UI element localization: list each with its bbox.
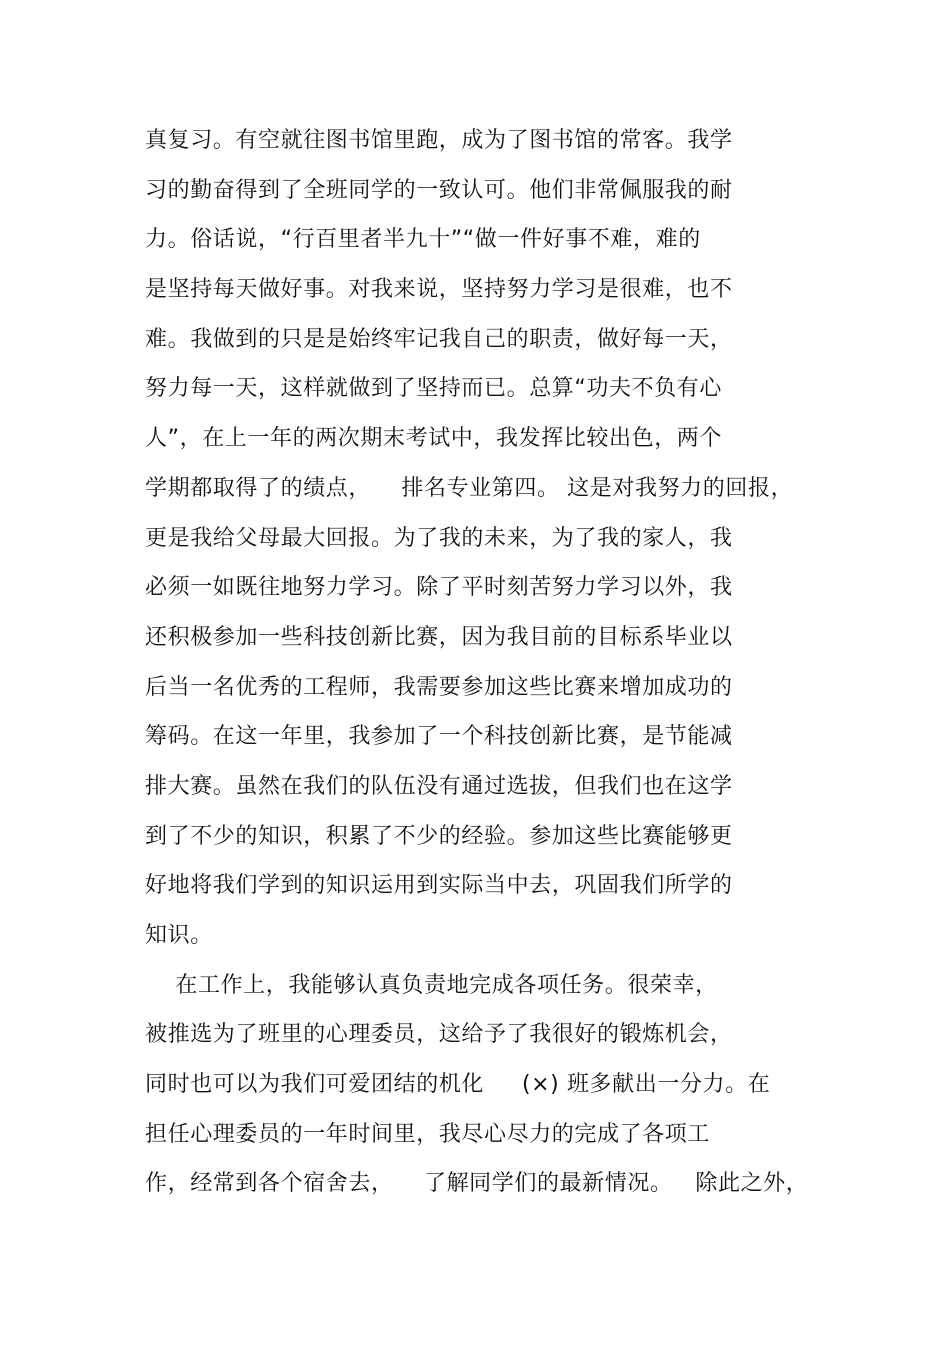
text-line: 在工作上，我能够认真负责地完成各项任务。很荣幸， — [145, 972, 718, 998]
text-line: 必须一如既往地努力学习。除了平时刻苦努力学习以外，我 — [145, 575, 733, 601]
text-line: 更是我给父母最大回报。为了我的未来，为了我的家人，我 — [145, 525, 733, 551]
text-line: 人”，在上一年的两次期末考试中，我发挥比较出色，两个 — [145, 426, 722, 452]
text-line: 被推选为了班里的心理委员，这给予了我很好的锻炼机会， — [145, 1022, 733, 1048]
text-line: 努力每一天，这样就做到了坚持而已。总算“功夫不负有心 — [145, 376, 722, 402]
text-line: 知识。 — [145, 923, 213, 948]
text-line: 筹码。在这一年里，我参加了一个科技创新比赛，是节能减 — [145, 724, 733, 750]
text-line: 作，经常到各个宿舍去， 了解同学们的最新情况。 除此之外， — [145, 1171, 809, 1197]
text-line: 好地将我们学到的知识运用到实际当中去，巩固我们所学的 — [145, 873, 733, 899]
text-line: 后当一名优秀的工程师，我需要参加这些比赛来增加成功的 — [145, 674, 733, 700]
text-line: 还积极参加一些科技创新比赛，因为我目前的目标系毕业以 — [145, 624, 733, 650]
text-line: 习的勤奋得到了全班同学的一致认可。他们非常佩服我的耐 — [145, 177, 733, 203]
document-body — [145, 124, 809, 1217]
text-line: 到了不少的知识，积累了不少的经验。参加这些比赛能够更 — [145, 823, 733, 849]
text-line: 排大赛。虽然在我们的队伍没有通过选拔，但我们也在这学 — [145, 773, 733, 799]
text-line: 力。俗话说，“行百里者半九十”“做一件好事不难，难的 — [145, 227, 701, 253]
text-line: 学期都取得了的绩点， 排名专业第四。 这是对我努力的回报， — [145, 475, 794, 501]
text-line: 是坚持每天做好事。对我来说，坚持努力学习是很难，也不 — [145, 277, 733, 303]
text-line: 同时也可以为我们可爱团结的机化 (×) 班多献出一分力。在 — [145, 1072, 771, 1098]
text-line: 真复习。有空就往图书馆里跑，成为了图书馆的常客。我学 — [145, 128, 733, 153]
text-line: 难。我做到的只是是始终牢记我自己的职责，做好每一天， — [145, 326, 733, 352]
text-line: 担任心理委员的一年时间里，我尽心尽力的完成了各项工 — [145, 1121, 711, 1147]
